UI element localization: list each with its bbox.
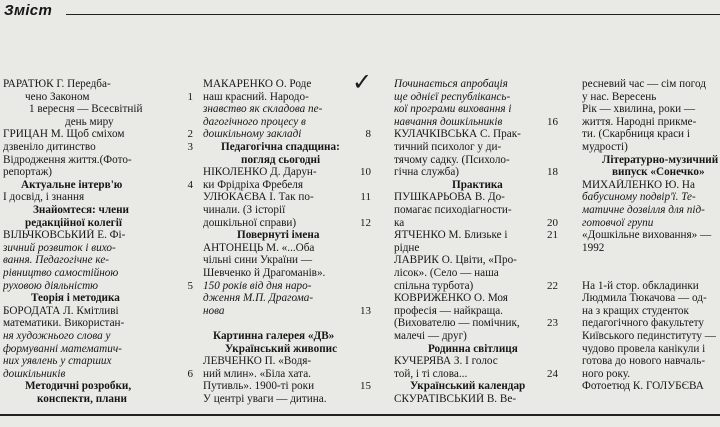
toc-entry-line: тичний психолог у ди- bbox=[394, 141, 502, 153]
toc-entry-line: тячому садку. (Психоло- bbox=[394, 153, 510, 166]
toc-page-number: 4 bbox=[187, 178, 193, 191]
toc-entry-line: життя. Народні прикме- bbox=[582, 115, 697, 128]
toc-page-number: 20 bbox=[547, 216, 558, 229]
toc-section-heading: Картинна галерея «ДВ» bbox=[213, 330, 335, 342]
toc-entry-line: дзвеніло дитинство bbox=[3, 141, 96, 153]
toc-entry-line: ЛЕВЧЕНКО П. «Водя- bbox=[203, 355, 312, 368]
toc-entry-line: ти. (Скарбниця краси і bbox=[582, 128, 690, 141]
toc-page-number: 18 bbox=[547, 166, 558, 179]
toc-entry-line: репортаж) bbox=[3, 166, 53, 179]
toc-entry-line: НІКОЛЕНКО Д. Дарун- bbox=[203, 166, 317, 179]
toc-section-heading: Родинна світлиця bbox=[428, 342, 518, 355]
toc-entry-line: рівництво самостійною bbox=[3, 267, 119, 279]
toc-entry-line: малечі — друг) bbox=[394, 330, 467, 342]
toc-entry-line: у нас. Вересень bbox=[582, 90, 657, 103]
toc-entry-line: матичне дозвілля для під- bbox=[582, 204, 705, 216]
toc-entry-line: той, і ті слова... bbox=[394, 367, 468, 380]
toc-entry-line: навчання дошкільників bbox=[394, 115, 503, 128]
toc-section-heading: Повернуті імена bbox=[237, 229, 320, 242]
toc-section-heading: редакційної колегії bbox=[25, 216, 122, 229]
toc-entry-line: СКУРАТІВСЬКИЙ В. Ве- bbox=[394, 393, 517, 405]
toc-entry-line: них уявлень у старших bbox=[3, 355, 112, 368]
toc-entry-line: КУЛАЧКІВСЬКА С. Прак- bbox=[394, 128, 521, 141]
toc-entry-line: знавство як складова пе- bbox=[203, 103, 323, 116]
toc-entry-line: руховою діяльністю bbox=[3, 279, 99, 292]
toc-entry-line: У центрі уваги — дитина. bbox=[203, 393, 327, 405]
toc-entry-line: ще однієї республікансь- bbox=[394, 90, 511, 103]
toc-entry-line: чено Законом bbox=[25, 90, 90, 103]
toc-page-number: 11 bbox=[360, 191, 371, 204]
toc-entry-line: І досвід, і знання bbox=[3, 191, 85, 204]
toc-entry-line: ресневий час — сім погод bbox=[582, 78, 706, 90]
toc-entry-line: чудово провела канікули і bbox=[582, 342, 706, 355]
toc-entry-line: ПУШКАРЬОВА В. До- bbox=[394, 191, 505, 204]
toc-entry-line: ЯТЧЕНКО М. Близьке і bbox=[394, 229, 508, 242]
toc-entry-line: дження М.П. Драгома- bbox=[203, 292, 314, 305]
toc-entry-line: кої програми виховання і bbox=[394, 103, 512, 116]
toc-section-heading: конспекти, плани bbox=[37, 393, 127, 405]
toc-page-number: 10 bbox=[360, 166, 371, 179]
toc-entry-line: ГРИЦАН М. Щоб сміхом bbox=[3, 128, 125, 141]
footer-rule bbox=[0, 414, 720, 416]
toc-entry-line: дошкільників bbox=[3, 367, 66, 380]
toc-entry-line: ня художнього слова у bbox=[3, 330, 111, 342]
toc-entry-line: дошкільної справи) bbox=[203, 216, 297, 229]
toc-entry-line: лісок». (Село — наша bbox=[394, 267, 499, 279]
toc-section-heading: Методичні розробки, bbox=[25, 380, 132, 393]
toc-page-number: 15 bbox=[360, 380, 371, 393]
toc-entry-line: наш красний. Народо- bbox=[203, 90, 309, 103]
toc-entry-line: дагогічного процесу в bbox=[203, 115, 306, 128]
toc-entry-line: МИХАЙЛЕНКО Ю. На bbox=[582, 178, 695, 191]
page-title: Зміст bbox=[4, 2, 53, 19]
toc-entry-line: МАКАРЕНКО О. Роде bbox=[203, 78, 312, 90]
toc-entry-line: Рік — хвилина, роки — bbox=[582, 103, 696, 116]
toc-entry-line: Відродження життя.(Фото- bbox=[3, 153, 132, 166]
toc-entry-line: на з кращих студенток bbox=[582, 304, 689, 317]
toc-page-number: 23 bbox=[547, 317, 558, 330]
toc-entry-line: готова до нового навчаль- bbox=[582, 355, 706, 368]
toc-entry-line: РАРАТЮК Г. Передба- bbox=[3, 78, 111, 90]
toc-entry-line: нова bbox=[203, 304, 225, 317]
toc-page-number: 12 bbox=[360, 216, 371, 229]
toc-entry-line: УЛЮКАЄВА І. Так по- bbox=[203, 191, 314, 204]
toc-entry-line: АНТОНЕЦЬ М. «...Оба bbox=[203, 241, 315, 254]
toc-entry-line: педагогічного факультету bbox=[582, 317, 705, 330]
toc-page-number: 22 bbox=[547, 279, 558, 292]
toc-entry-line: 150 років від дня наро- bbox=[203, 279, 312, 292]
toc-section-heading: Знайомтеся: члени bbox=[33, 204, 129, 216]
header-rule bbox=[66, 14, 720, 15]
toc-entry-line: Фотоетюд К. ГОЛУБЄВА bbox=[582, 380, 704, 393]
toc-entry-line: спільна турбота) bbox=[394, 279, 474, 292]
toc-entry-line: Людмила Тюкачова — од- bbox=[582, 292, 707, 305]
toc-section-heading: випуск «Сонечко» bbox=[612, 166, 705, 179]
toc-entry-line: день миру bbox=[65, 115, 114, 128]
toc-entry-line: 1 вересня — Всесвітній bbox=[29, 103, 143, 116]
toc-entry-line: професія — найкраща. bbox=[394, 304, 503, 317]
toc-entry-line: Починається апробація bbox=[394, 78, 508, 90]
toc-entry-line: ки Фрідріха Фребеля bbox=[203, 178, 303, 191]
toc-entry-line: ЛАВРИК О. Цвіти, «Про- bbox=[394, 254, 517, 267]
toc-entry-line: математики. Використан- bbox=[3, 317, 125, 330]
toc-entry-line: Путивль». 1900-ті роки bbox=[203, 380, 315, 393]
toc-section-heading: Літературно-музичний bbox=[602, 153, 719, 166]
toc-section-heading: погляд сьогодні bbox=[241, 153, 321, 166]
toc-entry-line: БОРОДАТА Л. Кмітливі bbox=[3, 304, 119, 317]
toc-section-heading: Український календар bbox=[410, 380, 526, 393]
toc-entry-line: (Вихователю — помічник, bbox=[394, 317, 520, 330]
toc-entry-line: формуванні математич- bbox=[3, 342, 122, 355]
toc-page-number: 2 bbox=[187, 128, 193, 141]
toc-page-number: 6 bbox=[187, 367, 193, 380]
checkmark-icon: ✓ bbox=[352, 68, 373, 96]
toc-entry-line: вання. Педагогічне ке- bbox=[3, 254, 110, 267]
toc-entry-line: рідне bbox=[394, 241, 420, 254]
toc-entry-line: «Дошкільне виховання» — bbox=[582, 229, 712, 242]
toc-entry-line: ний млин». «Біла хата. bbox=[203, 367, 311, 380]
toc-section-heading: Український живопис bbox=[225, 342, 338, 355]
toc-entry-line: дошкільному закладі bbox=[203, 128, 302, 141]
toc-entry-line: На 1-й стор. обкладинки bbox=[582, 279, 699, 292]
toc-page-number: 16 bbox=[547, 115, 558, 128]
toc-entry-line: ного року. bbox=[582, 367, 631, 380]
toc-section-heading: Актуальне інтерв'ю bbox=[21, 178, 123, 191]
toc-section-heading: Теорія і методика bbox=[31, 292, 120, 305]
toc-entry-line: чільні сини України — bbox=[203, 254, 313, 267]
toc-entry-line: ВІЛЬЧКОВСЬКИЙ Е. Фі- bbox=[3, 229, 126, 242]
toc-entry-line: Шевченко й Драгоманів». bbox=[203, 267, 326, 279]
toc-page-number: 21 bbox=[547, 229, 558, 242]
toc-entry-line: гічна служба) bbox=[394, 166, 460, 179]
toc-entry-line: ка bbox=[394, 216, 405, 229]
toc-page-number: 5 bbox=[187, 279, 193, 292]
toc-entry-line: зичний розвиток і вихо- bbox=[3, 241, 116, 254]
toc-page-number: 1 bbox=[187, 90, 193, 103]
toc-entry-line: КОВРИЖЕНКО О. Моя bbox=[394, 292, 508, 305]
toc-entry-line: 1992 bbox=[582, 241, 605, 254]
toc-entry-line: помагає психодіагности- bbox=[394, 204, 512, 216]
toc-page-number: 13 bbox=[360, 304, 371, 317]
toc-page-number: 8 bbox=[365, 128, 371, 141]
toc-section-heading: Практика bbox=[452, 178, 503, 191]
toc-entry-line: бабусиному подвір'ї. Те- bbox=[582, 191, 696, 204]
toc-entry-line: готовчої групи bbox=[582, 216, 654, 229]
toc-entry-line: Київського пединституту — bbox=[582, 330, 716, 342]
toc-entry-line: чинали. (З історії bbox=[203, 204, 286, 216]
toc-entry-line: КУЧЕРЯВА З. І голос bbox=[394, 355, 498, 368]
toc-entry-line: мудрості) bbox=[582, 141, 628, 153]
toc-section-heading: Педагогічна спадщина: bbox=[221, 141, 340, 153]
toc-page-number: 3 bbox=[187, 141, 193, 153]
toc-page-number: 24 bbox=[547, 367, 558, 380]
